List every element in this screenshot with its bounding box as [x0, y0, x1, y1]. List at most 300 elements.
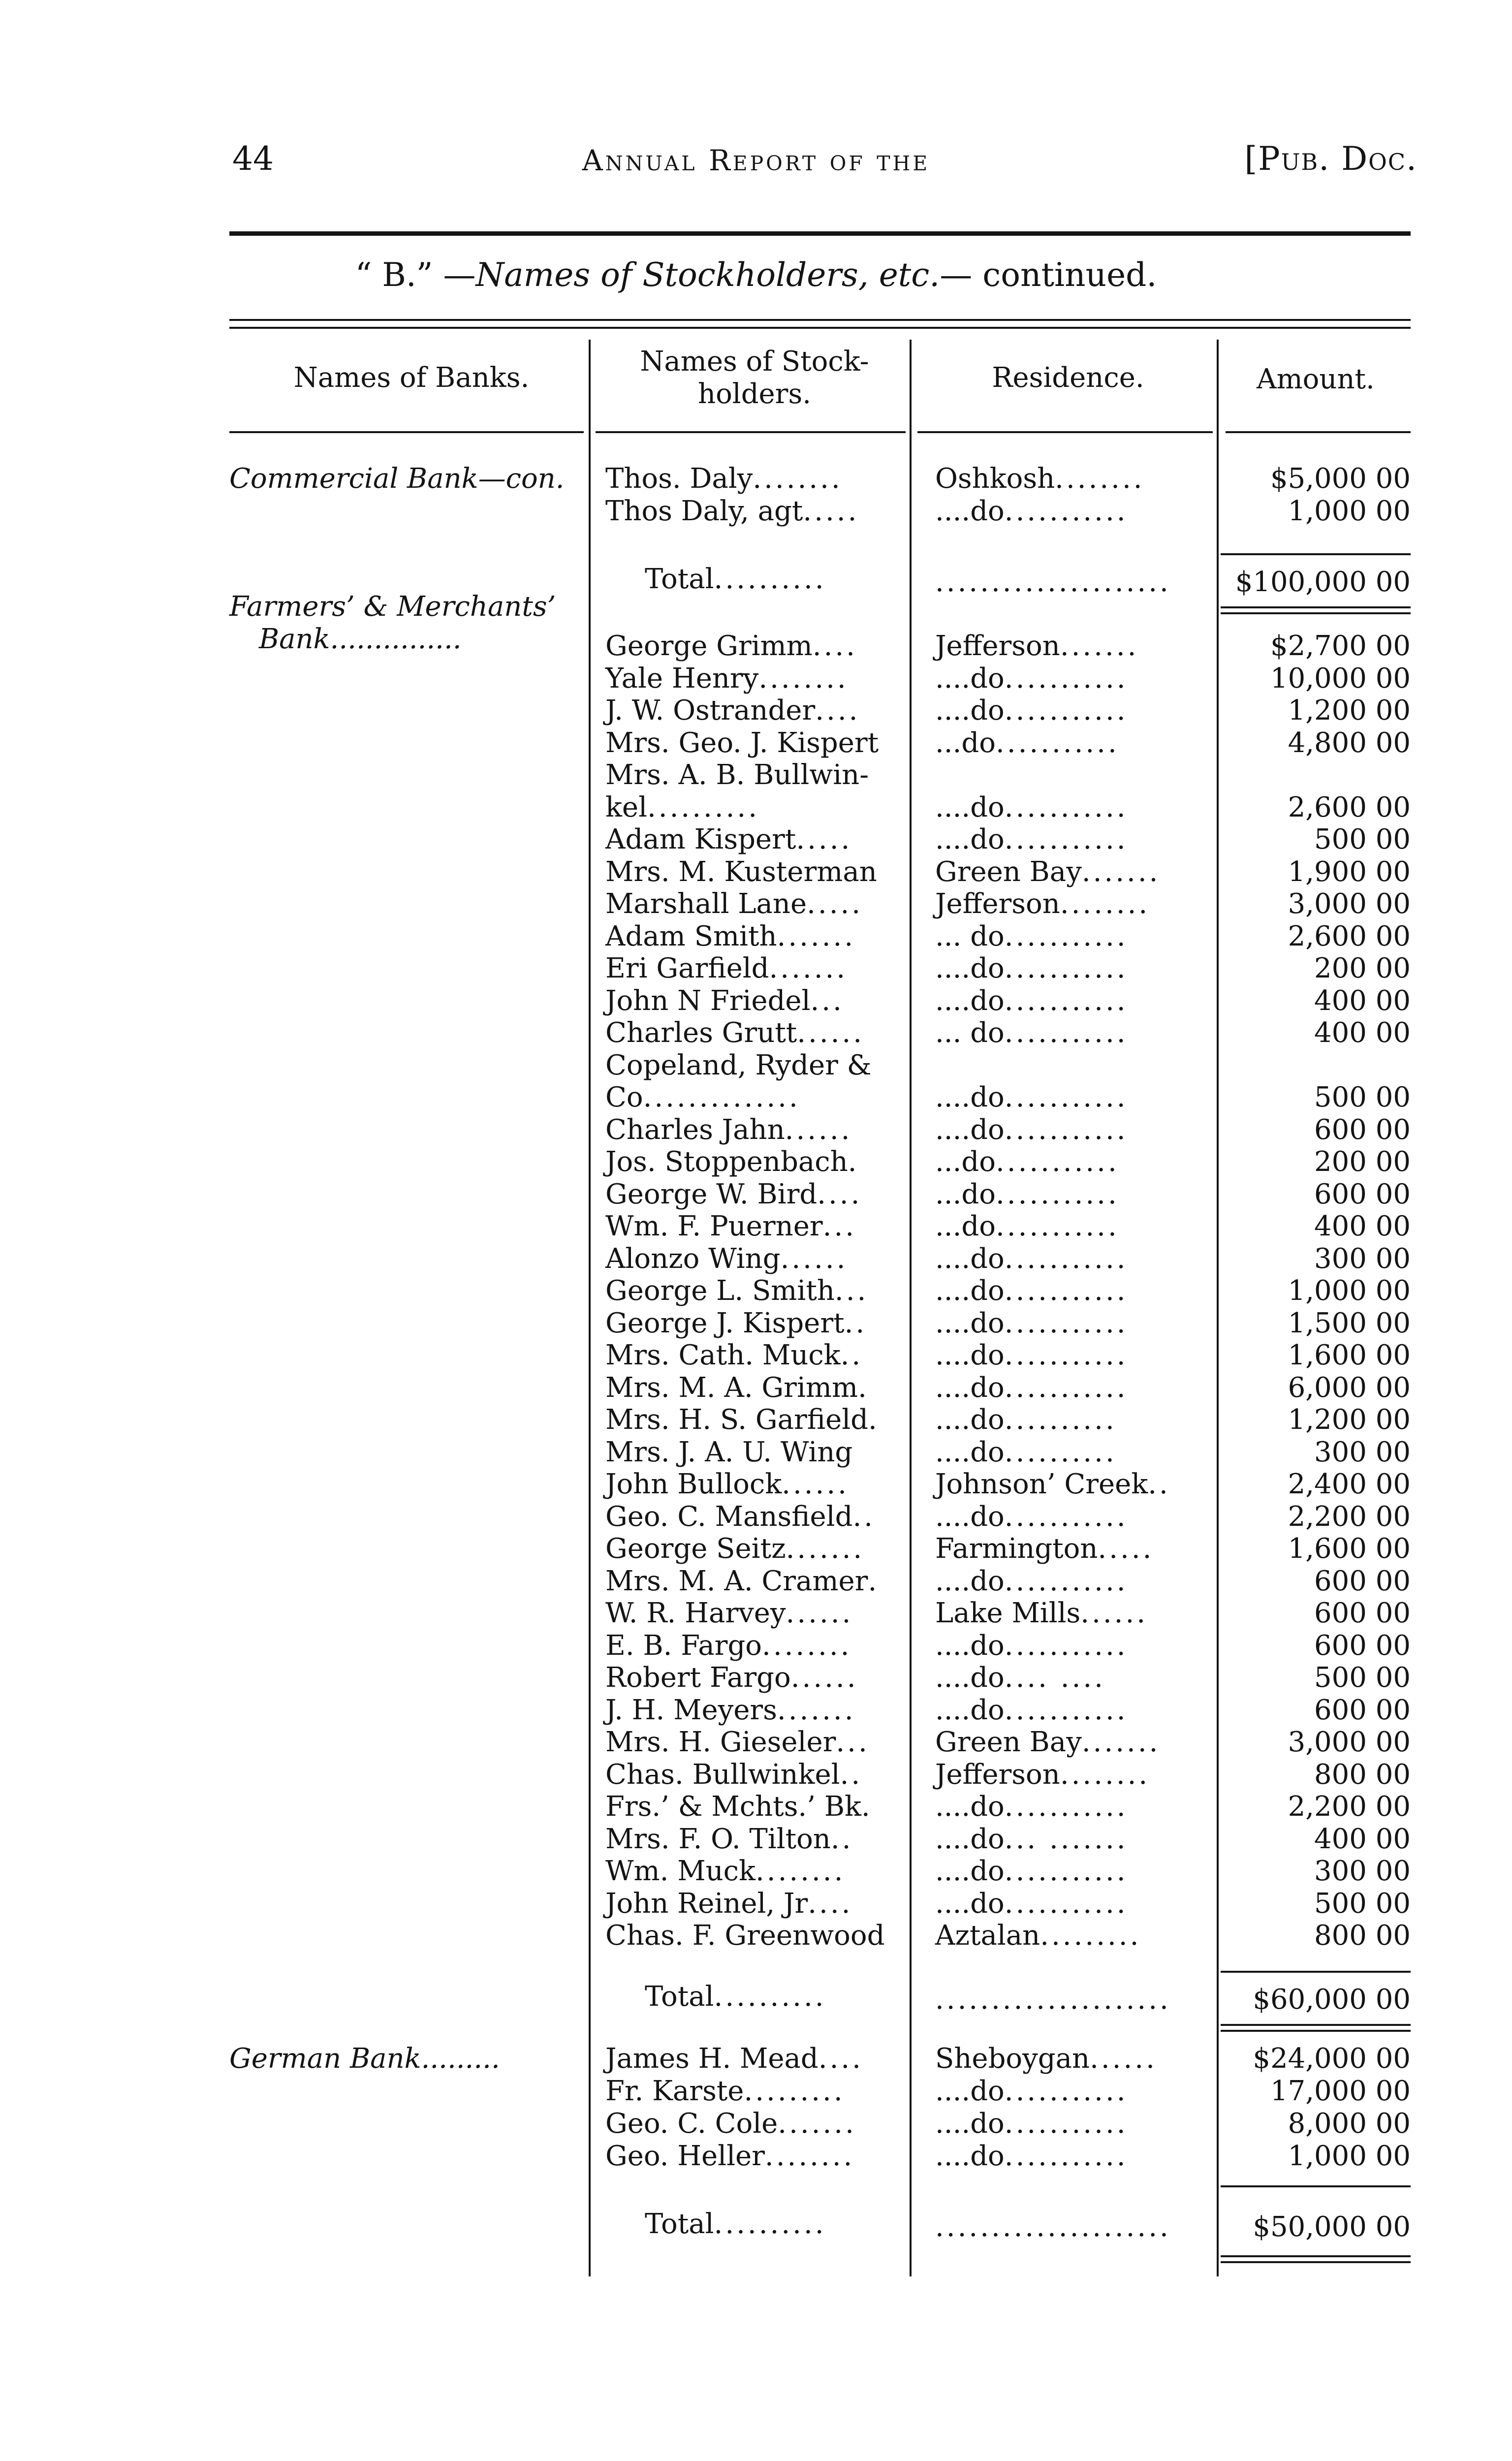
table-row: [0, 1243, 1512, 1275]
stockholder-text: John N Friedel: [605, 984, 811, 1017]
commercial-total-text: Total: [645, 563, 714, 595]
amount-cell: 300 00: [1314, 1436, 1411, 1468]
amount-cell: 200 00: [1314, 952, 1411, 984]
table-row: [0, 1404, 1512, 1436]
residence-leader-dots: ......: [1090, 2043, 1157, 2075]
stockholder-leader-dots: ......: [786, 1597, 853, 1629]
stockholder-leader-dots: .......: [777, 1694, 856, 1726]
stockholder-name: [605, 952, 848, 985]
holders-header-line-2: holders.: [698, 378, 811, 410]
farmers-total-rule: [1221, 1971, 1411, 1973]
stockholder-text: Mrs. J. A. U. Wing: [605, 1436, 853, 1468]
residence-cell: [935, 1630, 1128, 1662]
stockholder-name: [605, 1081, 800, 1114]
stockholder-name: [605, 1597, 853, 1630]
stockholder-leader-dots: ....: [808, 1887, 853, 1920]
stockholder-name: [605, 1017, 864, 1049]
amount-cell: 600 00: [1314, 1597, 1411, 1629]
residence-leader-dots: ...........: [1004, 2140, 1128, 2172]
table-row: [0, 2108, 1512, 2140]
stockholder-name: [605, 1178, 862, 1211]
amount-cell: 500 00: [1314, 1887, 1411, 1920]
farmers-bank-line-2: Bank...............: [259, 623, 462, 655]
residence-leader-dots: ...........: [1004, 1017, 1128, 1049]
table-row: [0, 1017, 1512, 1049]
stockholder-text: Wm. Muck: [605, 1855, 756, 1887]
residence-leader-dots: ......: [1080, 1597, 1148, 1629]
residence-cell: [935, 694, 1128, 727]
residence-leader-dots: ...........: [1004, 1081, 1128, 1113]
residence-text: ...do: [935, 726, 996, 759]
stockholder-text: Eri Garfield: [605, 952, 769, 984]
amount-cell: 300 00: [1314, 1855, 1411, 1887]
german-total-amount: $50,000 00: [1253, 2211, 1411, 2243]
stockholder-text: Mrs. M. Kusterman: [605, 855, 877, 888]
header-underline-residence: [917, 431, 1213, 433]
table-row: [0, 1339, 1512, 1372]
residence-text: ....do: [935, 1662, 1005, 1694]
residence-leader-dots: ...........: [1004, 495, 1128, 527]
table-row: [0, 759, 1512, 791]
residence-leader-dots: ...........: [1004, 662, 1128, 694]
residence-leader-dots: ...........: [1004, 791, 1128, 823]
column-header-banks: Names of Banks.: [293, 362, 530, 394]
residence-cell: [935, 1372, 1128, 1404]
stockholder-leader-dots: ........: [755, 1855, 846, 1887]
stockholder-name: [605, 1049, 872, 1082]
section-subtitle: [0, 256, 1512, 294]
stockholder-text: Copeland, Ryder &: [605, 1049, 872, 1081]
amount-cell: 2,600 00: [1288, 791, 1411, 823]
stockholder-leader-dots: ..: [830, 1823, 853, 1855]
residence-leader-dots: ...........: [995, 726, 1119, 759]
stockholder-text: J. W. Ostrander: [605, 694, 816, 726]
residence-cell: [935, 1791, 1128, 1823]
stockholder-name: [605, 1307, 867, 1340]
amount-cell: $2,700 00: [1270, 630, 1411, 662]
commercial-total-double-rule-1: [1221, 606, 1411, 608]
amount-cell: 1,500 00: [1288, 1307, 1411, 1339]
residence-leader-dots: ...........: [1004, 920, 1128, 952]
stockholder-text: Thos Daly, agt: [605, 495, 803, 527]
residence-cell: [935, 2043, 1157, 2075]
residence-text: ....do: [935, 1565, 1005, 1597]
amount-cell: 300 00: [1314, 1242, 1411, 1275]
stockholder-text: E. B. Fargo: [605, 1629, 762, 1662]
residence-leader-dots: ...........: [1004, 1887, 1128, 1920]
stockholder-name: [605, 2043, 863, 2075]
stockholder-text: Adam Smith: [605, 920, 777, 952]
residence-leader-dots: ...........: [1004, 1242, 1128, 1275]
amount-cell: 600 00: [1314, 1629, 1411, 1662]
table-row: [0, 1307, 1512, 1340]
stockholder-text: George Grimm: [605, 630, 813, 662]
stockholder-text: Robert Fargo: [605, 1662, 791, 1694]
residence-cell: [935, 2140, 1128, 2173]
stockholder-name: [605, 1759, 862, 1791]
table-row: [0, 952, 1512, 985]
residence-cell: [935, 1017, 1128, 1049]
stockholder-name: [605, 1726, 870, 1759]
stockholder-name: [605, 759, 869, 791]
amount-cell: 500 00: [1314, 1081, 1411, 1113]
stockholder-leader-dots: ......: [785, 1113, 852, 1146]
table-row: [0, 1597, 1512, 1630]
stockholder-text: Mrs. H. Gieseler: [605, 1726, 836, 1758]
stockholder-name: [605, 1565, 879, 1598]
residence-leader-dots: ..........: [1004, 1436, 1117, 1468]
residence-leader-dots: ...........: [1004, 1113, 1128, 1146]
subtitle-suffix: — continued.: [940, 256, 1157, 294]
farmers-bank-line-1: Farmers’ & Merchants’: [229, 591, 556, 623]
stockholder-text: George J. Kispert: [605, 1307, 845, 1339]
residence-cell: [935, 1178, 1119, 1211]
residence-text: ....do: [935, 1307, 1005, 1339]
stockholder-leader-dots: .: [858, 1371, 869, 1404]
stockholder-leader-dots: .....: [803, 495, 859, 527]
stockholder-text: George W. Bird: [605, 1178, 818, 1210]
residence-cell: [935, 791, 1128, 824]
residence-text: ....do: [935, 694, 1005, 726]
amount-cell: 17,000 00: [1270, 2075, 1411, 2107]
table-row: [0, 1146, 1512, 1178]
residence-text: ....do: [935, 1436, 1005, 1468]
stockholder-leader-dots: ..: [840, 1758, 863, 1791]
amount-cell: 500 00: [1314, 823, 1411, 855]
german-total-text: Total: [645, 2208, 714, 2240]
residence-cell: [935, 630, 1138, 663]
stockholder-leader-dots: .........: [744, 2075, 845, 2107]
amount-cell: 2,200 00: [1288, 1500, 1411, 1533]
residence-text: Sheboygan: [935, 2043, 1090, 2075]
stockholder-name: [605, 1339, 863, 1372]
table-row: [0, 791, 1512, 824]
amount-cell: 600 00: [1314, 1565, 1411, 1597]
table-row: [0, 630, 1512, 663]
residence-cell: [935, 1888, 1128, 1920]
stockholder-leader-dots: ...: [810, 984, 844, 1017]
stockholder-leader-dots: ..: [852, 1500, 876, 1533]
stockholder-leader-dots: .......: [777, 920, 856, 952]
residence-cell: [935, 1726, 1160, 1759]
amount-cell: 600 00: [1314, 1178, 1411, 1210]
table-row: [0, 1920, 1512, 1952]
residence-cell: [935, 1275, 1128, 1307]
stockholder-leader-dots: ..: [844, 1307, 867, 1339]
stockholder-text: Mrs. F. O. Tilton: [605, 1823, 831, 1855]
table-row: [0, 663, 1512, 695]
residence-leader-dots: ...........: [1004, 1339, 1128, 1371]
residence-leader-dots: ...........: [1004, 823, 1128, 855]
table-row: [0, 1468, 1512, 1501]
table-row: [0, 1210, 1512, 1243]
residence-cell: [935, 1114, 1128, 1146]
german-total-label: [645, 2208, 826, 2240]
residence-leader-dots: ...........: [995, 1178, 1119, 1210]
stockholder-text: Thos. Daly: [605, 463, 753, 495]
stockholder-name: [605, 1114, 852, 1146]
table-top-rule: [229, 319, 1411, 321]
subtitle-italic: Names of Stockholders, etc.: [475, 256, 940, 294]
amount-cell: 600 00: [1314, 1113, 1411, 1146]
stockholder-name: [605, 1855, 845, 1888]
stockholder-name: [605, 2075, 845, 2108]
residence-cell: [935, 1339, 1128, 1372]
residence-cell: [935, 823, 1128, 856]
residence-text: Johnson’ Creek: [935, 1468, 1148, 1500]
residence-text: ....do: [935, 791, 1005, 823]
residence-leader-dots: ...........: [1004, 1565, 1128, 1597]
amount-cell: 400 00: [1314, 1823, 1411, 1855]
stockholder-text: Frs.’ & Mchts.’ Bk.: [605, 1791, 870, 1823]
stockholder-leader-dots: ........: [758, 662, 849, 694]
german-total-res-dots: .....................: [935, 2211, 1171, 2243]
stockholder-leader-dots: ..: [840, 1339, 863, 1371]
table-row: [0, 495, 1512, 528]
residence-leader-dots: ..........: [1004, 1404, 1117, 1436]
residence-text: Lake Mills: [935, 1597, 1081, 1629]
residence-text: Aztalan: [935, 1920, 1040, 1952]
table-row: [0, 920, 1512, 953]
stockholder-text: Geo. Heller: [605, 2140, 765, 2172]
bank-name-german: German Bank.........: [229, 2043, 500, 2075]
stockholder-leader-dots: ....: [818, 2043, 863, 2075]
farmers-total-double-rule-1: [1221, 2024, 1411, 2026]
stockholder-name: [605, 463, 843, 495]
commercial-total-rule: [1221, 553, 1411, 555]
stockholder-leader-dots: .: [868, 1565, 880, 1597]
stockholder-name: [605, 1694, 856, 1727]
stockholder-text: Mrs. M. A. Grimm: [605, 1371, 858, 1404]
residence-leader-dots: ........: [1060, 888, 1150, 920]
residence-leader-dots: .......: [1060, 630, 1139, 662]
residence-text: Jefferson: [935, 1758, 1060, 1791]
commercial-total-dots: ..........: [714, 563, 826, 595]
stockholder-name: [605, 630, 857, 663]
stockholder-text: Charles Jahn: [605, 1113, 785, 1146]
residence-leader-dots: ........: [1055, 463, 1145, 495]
residence-cell: [935, 1759, 1150, 1791]
residence-leader-dots: ...........: [1004, 952, 1128, 984]
residence-leader-dots: ...........: [1004, 1791, 1128, 1823]
table-row: [0, 985, 1512, 1017]
residence-cell: [935, 463, 1145, 495]
residence-text: ....do: [935, 1500, 1005, 1533]
amount-cell: 1,900 00: [1288, 855, 1411, 888]
residence-leader-dots: ...........: [1004, 1629, 1128, 1662]
stockholder-name: [605, 495, 859, 528]
farmers-total-res-dots: .....................: [935, 1984, 1171, 2016]
stockholder-name: [605, 1888, 852, 1920]
residence-text: ....do: [935, 1887, 1005, 1920]
amount-cell: 1,000 00: [1288, 1275, 1411, 1307]
stockholder-name: [605, 1630, 851, 1662]
amount-cell: 1,000 00: [1288, 495, 1411, 527]
stockholder-leader-dots: ....: [817, 1178, 862, 1210]
header-rule: [229, 231, 1411, 236]
stockholder-text: Geo. C. Mansfield: [605, 1500, 853, 1533]
table-row: [0, 1372, 1512, 1404]
residence-cell: [935, 1210, 1119, 1243]
stockholder-name: [605, 663, 849, 695]
amount-cell: 1,600 00: [1288, 1533, 1411, 1565]
stockholder-leader-dots: .: [868, 1404, 880, 1436]
residence-leader-dots: ...........: [1004, 1855, 1128, 1887]
table-row: [0, 727, 1512, 759]
stockholder-name: [605, 1146, 856, 1178]
residence-cell: [935, 1597, 1148, 1630]
german-total-double-rule-2: [1221, 2261, 1411, 2263]
document-reference: [Pub. Doc.: [1244, 140, 1418, 178]
commercial-total-res-dots: .....................: [935, 566, 1171, 598]
residence-cell: [935, 985, 1128, 1017]
stockholder-leader-dots: ......: [797, 1017, 865, 1049]
stockholder-name: [605, 1275, 868, 1307]
stockholder-name: [605, 920, 855, 953]
stockholder-text: Mrs. H. S. Garfield: [605, 1404, 868, 1436]
residence-text: Jefferson: [935, 888, 1060, 920]
amount-cell: 800 00: [1314, 1758, 1411, 1791]
table-row: [0, 2140, 1512, 2173]
residence-cell: [935, 1501, 1128, 1533]
amount-cell: 400 00: [1314, 1017, 1411, 1049]
stockholder-text: Chas. Bullwinkel: [605, 1758, 840, 1791]
stockholder-name: [605, 856, 877, 888]
table-row: [0, 2043, 1512, 2075]
stockholder-name: [605, 791, 759, 824]
amount-cell: 2,600 00: [1288, 920, 1411, 952]
residence-leader-dots: ..: [1148, 1468, 1170, 1500]
farmers-total-dots: ..........: [714, 1981, 826, 2013]
stockholder-leader-dots: ...: [836, 1726, 870, 1758]
header-underline-amount: [1226, 431, 1411, 433]
stockholder-text: Mrs. Cath. Muck: [605, 1339, 841, 1371]
residence-text: ...do: [935, 1210, 996, 1242]
residence-leader-dots: ...........: [1004, 984, 1128, 1017]
header-underline-holders: [596, 431, 906, 433]
residence-cell: [935, 1146, 1119, 1178]
residence-leader-dots: .......: [1081, 855, 1161, 888]
residence-leader-dots: ...........: [1004, 1500, 1128, 1533]
residence-cell: [935, 920, 1128, 953]
residence-leader-dots: ...........: [1004, 1275, 1128, 1307]
residence-text: ....do: [935, 1823, 1005, 1855]
stockholder-name: [605, 1243, 848, 1275]
stockholder-text: Mrs. A. B. Bullwin-: [605, 759, 869, 791]
stockholder-text: Mrs. M. A. Cramer: [605, 1565, 868, 1597]
stockholder-name: [605, 1791, 870, 1823]
stockholder-text: Yale Henry: [605, 662, 759, 694]
stockholder-name: [605, 1501, 875, 1533]
table-row: [0, 1759, 1512, 1791]
residence-text: ....do: [935, 1113, 1005, 1146]
stockholder-text: Jos. Stoppenbach.: [605, 1146, 857, 1178]
residence-text: ...do: [935, 1146, 996, 1178]
stockholder-text: W. R. Harvey: [605, 1597, 786, 1629]
german-total-rule: [1221, 2185, 1411, 2187]
subtitle-prefix: “ B.” —: [355, 256, 476, 294]
residence-cell: [935, 1855, 1128, 1888]
residence-text: ....do: [935, 1371, 1005, 1404]
table-row: [0, 463, 1512, 495]
commercial-total-double-rule-2: [1221, 612, 1411, 614]
residence-cell: [935, 1404, 1117, 1436]
stockholder-text: Chas. F. Greenwood: [605, 1920, 885, 1952]
residence-cell: [935, 952, 1128, 985]
stockholder-text: Marshall Lane: [605, 888, 807, 920]
residence-text: ....do: [935, 823, 1005, 855]
residence-cell: [935, 1920, 1141, 1952]
table-row: [0, 1049, 1512, 1082]
residence-cell: [935, 1694, 1128, 1727]
german-total-double-rule-1: [1221, 2255, 1411, 2257]
stockholder-name: [605, 1372, 869, 1404]
residence-cell: [935, 888, 1150, 920]
stockholder-leader-dots: ........: [764, 2140, 855, 2172]
table-row: [0, 1436, 1512, 1469]
amount-cell: 400 00: [1314, 1210, 1411, 1242]
table-row: [0, 1178, 1512, 1211]
stockholder-name: [605, 823, 852, 856]
amount-cell: 400 00: [1314, 984, 1411, 1017]
residence-leader-dots: .........: [1040, 1920, 1141, 1952]
stockholder-leader-dots: .....: [796, 823, 852, 855]
residence-text: ...do: [935, 1178, 996, 1210]
residence-leader-dots: ...........: [1004, 2075, 1128, 2107]
table-row: [0, 1081, 1512, 1114]
header-underline-banks: [229, 431, 584, 433]
table-row: [0, 1726, 1512, 1759]
column-header-residence: Residence.: [992, 362, 1144, 394]
residence-cell: [935, 2108, 1128, 2140]
german-total-dots: ..........: [714, 2208, 826, 2240]
stockholder-leader-dots: ......: [780, 1242, 848, 1275]
table-row: [0, 694, 1512, 727]
table-row: [0, 1888, 1512, 1920]
residence-text: ... do: [935, 920, 1005, 952]
stockholder-leader-dots: ...: [822, 1210, 857, 1242]
table-row: [0, 1501, 1512, 1533]
residence-leader-dots: ...........: [995, 1210, 1119, 1242]
farmers-total-amount: $60,000 00: [1253, 1984, 1411, 2016]
residence-text: ....do: [935, 952, 1005, 984]
table-row: [0, 2075, 1512, 2108]
amount-cell: 1,000 00: [1288, 2140, 1411, 2172]
stockholder-name: [605, 888, 863, 920]
stockholder-name: [605, 1662, 858, 1694]
table-row: [0, 1114, 1512, 1146]
amount-cell: 6,000 00: [1288, 1371, 1411, 1404]
stockholder-name: [605, 985, 844, 1017]
commercial-total-amount: $100,000 00: [1235, 566, 1411, 598]
residence-text: ....do: [935, 1339, 1005, 1371]
residence-leader-dots: ...........: [1004, 2108, 1128, 2140]
residence-cell: [935, 1662, 1105, 1694]
table-row: [0, 888, 1512, 920]
stockholder-leader-dots: ..............: [643, 1081, 800, 1113]
residence-cell: [935, 1307, 1128, 1340]
amount-cell: 200 00: [1314, 1146, 1411, 1178]
residence-leader-dots: .....: [1098, 1533, 1154, 1565]
stockholder-name: [605, 1404, 880, 1436]
residence-text: ....do: [935, 1275, 1005, 1307]
residence-leader-dots: .... ....: [1004, 1662, 1105, 1694]
residence-text: ....do: [935, 2140, 1005, 2172]
residence-text: ....do: [935, 1081, 1005, 1113]
residence-text: ....do: [935, 495, 1005, 527]
residence-cell: [935, 663, 1128, 695]
residence-text: ... do: [935, 1017, 1005, 1049]
